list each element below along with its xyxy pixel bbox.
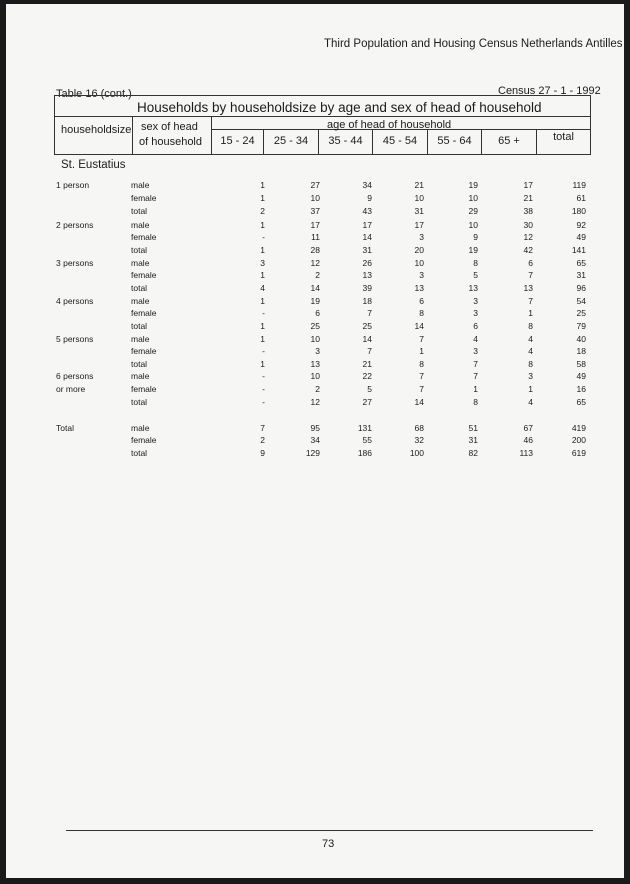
- value-cell: 17: [310, 220, 320, 230]
- value-cell: 8: [473, 397, 478, 407]
- value-cell: 2: [315, 270, 320, 280]
- value-cell: 29: [468, 206, 478, 216]
- value-cell: 37: [310, 206, 320, 216]
- value-cell: 95: [310, 423, 320, 433]
- value-cell: 8: [528, 359, 533, 369]
- value-cell: 4: [260, 283, 265, 293]
- value-cell: 10: [310, 371, 320, 381]
- value-cell: 31: [362, 245, 372, 255]
- sex-cell: female: [131, 384, 157, 394]
- age-column-header: 25 - 34: [273, 135, 309, 147]
- value-cell: 12: [310, 397, 320, 407]
- age-column-header: 35 - 44: [328, 135, 363, 147]
- sex-cell: female: [131, 193, 157, 203]
- householdsize-cell: or more: [56, 384, 86, 394]
- value-cell: 1: [260, 193, 265, 203]
- value-cell: 65: [576, 397, 586, 407]
- value-cell: 180: [571, 206, 586, 216]
- table-row: [6, 435, 624, 448]
- value-cell: 28: [310, 245, 320, 255]
- value-cell: 31: [414, 206, 424, 216]
- value-cell: 11: [311, 232, 320, 242]
- running-head: Third Population and Housing Census Netherlands Antilles: [324, 38, 623, 50]
- value-cell: 9: [367, 193, 372, 203]
- value-cell: 14: [362, 334, 372, 344]
- sex-header-line1: sex of head: [141, 121, 198, 133]
- value-cell: 4: [528, 397, 533, 407]
- value-cell: 14: [414, 321, 424, 331]
- value-cell: 25: [310, 321, 320, 331]
- col-divider: [132, 116, 133, 154]
- table-row: [6, 448, 624, 461]
- value-cell: 34: [310, 435, 320, 445]
- value-cell: 38: [523, 206, 533, 216]
- sex-cell: male: [131, 296, 150, 306]
- sex-cell: female: [131, 435, 157, 445]
- table-title: Households by householdsize by age and sex of head of household: [137, 100, 542, 115]
- value-cell: 14: [310, 283, 320, 293]
- value-cell: 200: [571, 435, 586, 445]
- value-cell: 13: [523, 283, 533, 293]
- sex-header-line2: of household: [139, 136, 202, 148]
- value-cell: 9: [473, 232, 478, 242]
- householdsize-header: householdsize: [61, 124, 132, 136]
- value-cell: 18: [362, 296, 372, 306]
- value-cell: 6: [315, 308, 320, 318]
- value-cell: 6: [419, 296, 424, 306]
- value-cell: -: [262, 346, 265, 356]
- value-cell: 68: [414, 423, 424, 433]
- value-cell: 1: [260, 180, 265, 190]
- sex-cell: total: [131, 397, 148, 407]
- value-cell: 27: [362, 397, 372, 407]
- value-cell: 20: [414, 245, 424, 255]
- table-row: [6, 384, 624, 397]
- value-cell: 3: [528, 371, 533, 381]
- table-row: [6, 193, 624, 206]
- value-cell: 14: [362, 232, 372, 242]
- value-cell: 4: [528, 334, 533, 344]
- value-cell: 1: [260, 220, 265, 230]
- sex-cell: male: [131, 180, 150, 190]
- sex-cell: male: [131, 220, 150, 230]
- householdsize-cell: 4 persons: [56, 296, 94, 306]
- age-column-header: 45 - 54: [382, 135, 418, 147]
- value-cell: 186: [357, 448, 372, 458]
- value-cell: 1: [260, 270, 265, 280]
- value-cell: 131: [357, 423, 372, 433]
- value-cell: 19: [468, 245, 478, 255]
- value-cell: 40: [576, 334, 586, 344]
- value-cell: 3: [260, 258, 265, 268]
- value-cell: 10: [414, 258, 424, 268]
- table-row: [6, 270, 624, 283]
- age-column-header: 15 - 24: [220, 135, 255, 147]
- value-cell: 7: [473, 359, 478, 369]
- value-cell: 7: [419, 334, 424, 344]
- value-cell: 2: [260, 206, 265, 216]
- value-cell: 2: [315, 384, 320, 394]
- value-cell: 5: [367, 384, 372, 394]
- value-cell: 19: [310, 296, 320, 306]
- value-cell: 141: [571, 245, 586, 255]
- value-cell: 1: [260, 245, 265, 255]
- sex-cell: female: [131, 346, 157, 356]
- document-page: [6, 4, 624, 878]
- value-cell: 39: [362, 283, 372, 293]
- value-cell: 13: [468, 283, 478, 293]
- value-cell: 113: [519, 448, 533, 458]
- footer-rule: [66, 830, 593, 831]
- value-cell: 21: [362, 359, 372, 369]
- value-cell: 6: [528, 258, 533, 268]
- value-cell: 10: [310, 334, 320, 344]
- header-rule: [55, 116, 590, 117]
- table-row: [6, 397, 624, 410]
- sex-cell: male: [131, 371, 150, 381]
- householdsize-cell: 5 persons: [56, 334, 94, 344]
- value-cell: 14: [414, 397, 424, 407]
- value-cell: 46: [523, 435, 533, 445]
- value-cell: 12: [310, 258, 320, 268]
- value-cell: 58: [576, 359, 586, 369]
- value-cell: 7: [419, 371, 424, 381]
- value-cell: 17: [362, 220, 372, 230]
- value-cell: 21: [523, 193, 533, 203]
- value-cell: 7: [367, 346, 372, 356]
- value-cell: 13: [310, 359, 320, 369]
- age-column-header: 65 +: [498, 135, 520, 147]
- value-cell: 25: [362, 321, 372, 331]
- value-cell: 43: [362, 206, 372, 216]
- value-cell: 8: [473, 258, 478, 268]
- value-cell: 34: [362, 180, 372, 190]
- value-cell: 8: [419, 308, 424, 318]
- value-cell: 16: [576, 384, 586, 394]
- value-cell: 1: [528, 384, 533, 394]
- sex-cell: female: [131, 270, 157, 280]
- value-cell: 1: [260, 321, 265, 331]
- value-cell: 21: [414, 180, 424, 190]
- value-cell: 31: [576, 270, 586, 280]
- value-cell: 17: [414, 220, 424, 230]
- value-cell: 419: [571, 423, 586, 433]
- value-cell: 7: [367, 308, 372, 318]
- sex-cell: total: [131, 245, 148, 255]
- value-cell: 67: [523, 423, 533, 433]
- value-cell: 49: [576, 232, 586, 242]
- value-cell: 55: [362, 435, 372, 445]
- sex-cell: male: [131, 423, 150, 433]
- value-cell: 54: [576, 296, 586, 306]
- sex-cell: female: [131, 232, 157, 242]
- value-cell: 4: [528, 346, 533, 356]
- table-row: [6, 346, 624, 359]
- value-cell: 3: [419, 270, 424, 280]
- value-cell: 10: [468, 193, 478, 203]
- value-cell: 42: [523, 245, 533, 255]
- value-cell: 1: [473, 384, 478, 394]
- value-cell: 22: [362, 371, 372, 381]
- value-cell: 10: [468, 220, 478, 230]
- region-label: St. Eustatius: [61, 159, 126, 171]
- value-cell: 3: [473, 296, 478, 306]
- census-date: Census 27 - 1 - 1992: [498, 85, 601, 97]
- value-cell: -: [262, 397, 265, 407]
- value-cell: 7: [528, 296, 533, 306]
- value-cell: 26: [362, 258, 372, 268]
- total-column-header: total: [553, 131, 574, 143]
- age-column-header: 55 - 64: [437, 135, 472, 147]
- value-cell: 8: [528, 321, 533, 331]
- sex-cell: male: [131, 258, 150, 268]
- value-cell: 32: [414, 435, 424, 445]
- value-cell: 10: [414, 193, 424, 203]
- sex-cell: male: [131, 334, 150, 344]
- value-cell: 2: [260, 435, 265, 445]
- table-row: [6, 308, 624, 321]
- value-cell: 619: [571, 448, 586, 458]
- householdsize-cell: 3 persons: [56, 258, 94, 268]
- value-cell: 6: [473, 321, 478, 331]
- table-row: [6, 232, 624, 245]
- householdsize-cell: 1 person: [56, 180, 90, 190]
- value-cell: 65: [576, 258, 586, 268]
- sex-cell: total: [131, 206, 148, 216]
- value-cell: 49: [576, 371, 586, 381]
- value-cell: 17: [523, 180, 533, 190]
- householdsize-cell: Total: [56, 423, 74, 433]
- table-row: [6, 321, 624, 334]
- table-row: [6, 371, 624, 384]
- value-cell: 119: [572, 180, 586, 190]
- value-cell: 4: [473, 334, 478, 344]
- householdsize-cell: 2 persons: [56, 220, 94, 230]
- value-cell: 79: [576, 321, 586, 331]
- value-cell: 7: [473, 371, 478, 381]
- value-cell: -: [262, 308, 265, 318]
- value-cell: 1: [260, 334, 265, 344]
- value-cell: 92: [576, 220, 586, 230]
- value-cell: 5: [473, 270, 478, 280]
- value-cell: 129: [305, 448, 320, 458]
- table-label: Table 16 (cont.): [56, 88, 132, 100]
- table-header-frame: [54, 95, 591, 155]
- value-cell: 8: [419, 359, 424, 369]
- value-cell: 25: [576, 308, 586, 318]
- table-row: [6, 180, 624, 193]
- value-cell: 3: [473, 346, 478, 356]
- value-cell: 3: [419, 232, 424, 242]
- sex-cell: total: [131, 448, 148, 458]
- sex-cell: total: [131, 359, 148, 369]
- value-cell: 13: [362, 270, 372, 280]
- value-cell: 7: [528, 270, 533, 280]
- sex-cell: female: [131, 308, 157, 318]
- value-cell: 3: [473, 308, 478, 318]
- table-row: [6, 283, 624, 296]
- page-number: 73: [322, 838, 335, 850]
- age-group-header: age of head of household: [327, 119, 452, 131]
- value-cell: 31: [468, 435, 478, 445]
- value-cell: 1: [260, 296, 265, 306]
- value-cell: 1: [260, 359, 265, 369]
- value-cell: 82: [468, 448, 478, 458]
- value-cell: 7: [260, 423, 265, 433]
- value-cell: -: [262, 384, 265, 394]
- table-row: [6, 245, 624, 258]
- value-cell: 12: [523, 232, 533, 242]
- value-cell: 10: [310, 193, 320, 203]
- value-cell: 1: [528, 308, 533, 318]
- value-cell: 100: [409, 448, 424, 458]
- value-cell: 19: [468, 180, 478, 190]
- value-cell: 18: [576, 346, 586, 356]
- value-cell: -: [262, 232, 265, 242]
- value-cell: 30: [523, 220, 533, 230]
- value-cell: 51: [468, 423, 478, 433]
- value-cell: 96: [576, 283, 586, 293]
- value-cell: -: [262, 371, 265, 381]
- value-cell: 61: [576, 193, 586, 203]
- value-cell: 3: [315, 346, 320, 356]
- sex-cell: total: [131, 283, 148, 293]
- table-row: [6, 206, 624, 219]
- value-cell: 9: [260, 448, 265, 458]
- value-cell: 13: [414, 283, 424, 293]
- householdsize-cell: 6 persons: [56, 371, 94, 381]
- value-cell: 7: [419, 384, 424, 394]
- value-cell: 27: [310, 180, 320, 190]
- sex-cell: total: [131, 321, 148, 331]
- value-cell: 1: [419, 346, 424, 356]
